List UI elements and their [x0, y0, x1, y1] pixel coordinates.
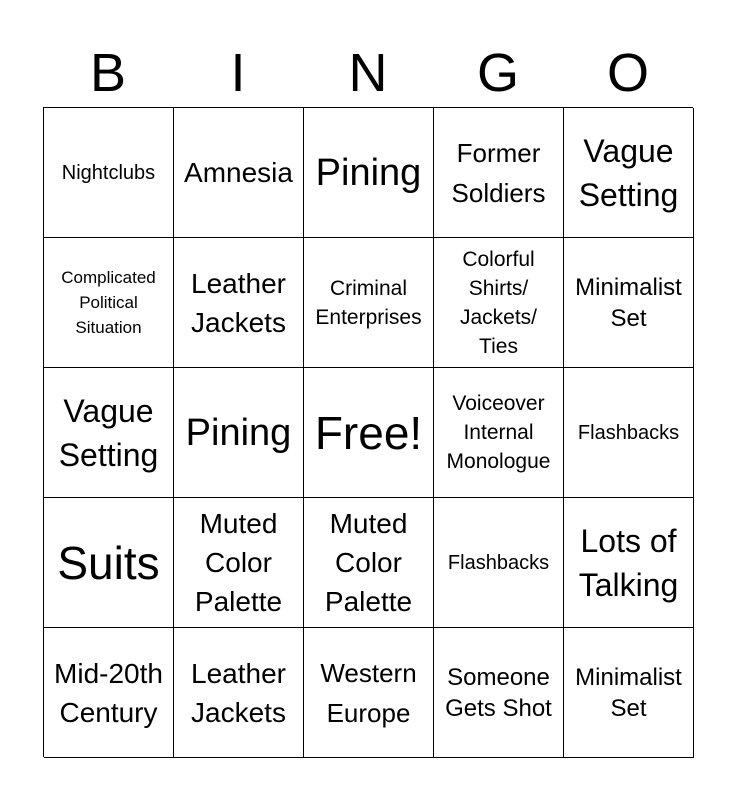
cell-text: Colorful Shirts/ Jackets/ Ties	[459, 247, 538, 358]
header-letter-g: G	[476, 43, 519, 103]
bingo-cell[interactable]	[44, 368, 174, 498]
cell-text: Mid-20th Century	[54, 657, 163, 728]
bingo-cell[interactable]	[434, 368, 564, 498]
header-letter-o: O	[606, 43, 649, 103]
cell-text: Vague Setting	[58, 392, 159, 473]
cell-text: Flashbacks	[447, 551, 550, 574]
bingo-cell[interactable]	[174, 628, 304, 758]
cell-text: Western Europe	[320, 657, 417, 728]
bingo-cell[interactable]	[44, 498, 174, 628]
header-letter-i: I	[230, 43, 246, 103]
cell-text: Complicated Political Situation	[61, 268, 156, 337]
bingo-cell[interactable]	[174, 498, 304, 628]
cell-text: Muted Color Palette	[194, 508, 283, 617]
bingo-cell[interactable]	[564, 498, 694, 628]
cell-text: Criminal Enterprises	[315, 276, 422, 329]
bingo-cell[interactable]	[44, 628, 174, 758]
bingo-cell[interactable]	[564, 108, 694, 238]
cell-text: Minimalist Set	[575, 273, 682, 332]
cell-text: Flashbacks	[577, 421, 680, 444]
cell-text: Vague Setting	[578, 132, 679, 213]
cell-text: Amnesia	[184, 157, 293, 188]
header-letter-n: N	[348, 43, 388, 103]
bingo-cell[interactable]	[564, 628, 694, 758]
bingo-cell[interactable]	[564, 238, 694, 368]
cell-text: Former Soldiers	[451, 137, 546, 208]
cell-text: Pining	[315, 151, 422, 194]
bingo-cell[interactable]	[304, 628, 434, 758]
cell-text: Suits	[57, 536, 160, 589]
bingo-cell[interactable]	[434, 628, 564, 758]
cell-text: Lots of Talking	[578, 522, 679, 603]
bingo-cell[interactable]	[304, 238, 434, 368]
cell-text: Muted Color Palette	[324, 508, 413, 617]
bingo-cell[interactable]	[434, 498, 564, 628]
bingo-cell[interactable]	[44, 108, 174, 238]
bingo-cell[interactable]	[434, 108, 564, 238]
cell-text: Minimalist Set	[575, 663, 682, 722]
cell-text: Leather Jackets	[191, 267, 286, 338]
cell-text: Voiceover Internal Monologue	[446, 392, 551, 473]
cell-text: Leather Jackets	[191, 657, 286, 728]
cell-text: Nightclubs	[61, 161, 156, 184]
bingo-cell[interactable]	[174, 108, 304, 238]
bingo-cell[interactable]	[434, 238, 564, 368]
bingo-cell[interactable]	[304, 498, 434, 628]
bingo-cell[interactable]	[564, 368, 694, 498]
bingo-cell[interactable]	[174, 238, 304, 368]
cell-text: Pining	[185, 411, 292, 454]
free-space-text: Free!	[314, 406, 423, 459]
bingo-cell[interactable]	[174, 368, 304, 498]
cell-text: Someone Gets Shot	[445, 663, 552, 722]
bingo-cell[interactable]	[304, 108, 434, 238]
bingo-header	[43, 42, 693, 104]
header-letter-b: B	[89, 43, 127, 103]
free-space-cell[interactable]	[304, 368, 434, 498]
bingo-cell[interactable]	[44, 238, 174, 368]
bingo-board	[43, 107, 693, 757]
